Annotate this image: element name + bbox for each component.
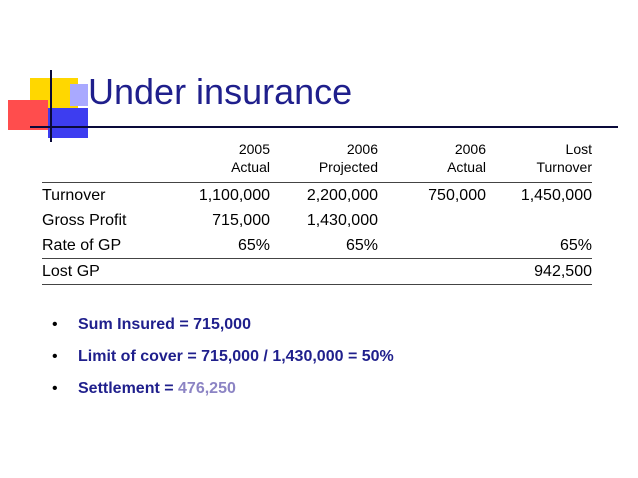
row-label: Turnover [42,183,172,209]
table-cell [270,259,378,285]
table-row-lost-gp [42,259,592,285]
table-row-rate-of-gp [42,233,592,259]
table-cell: 1,450,000 [486,183,592,209]
decorative-blue-square [48,108,88,138]
decorative-vertical-line [50,70,52,142]
header-year: Lost [565,141,592,157]
table-cell: 65% [345,237,378,254]
bullet-icon: • [52,316,58,333]
header-2005-actual [172,140,270,183]
table-cell [378,208,486,233]
table-cell: 2,200,000 [270,183,378,209]
bullet-icon: • [52,348,58,365]
table-cell: 1,430,000 [306,212,378,229]
bullet-limit-of-cover [52,348,394,380]
header-empty [42,140,172,183]
row-label: Gross Profit [42,212,127,229]
financial-table [42,140,592,285]
bullet-sum-insured [52,316,394,348]
header-2006-projected [270,140,378,183]
bullet-settlement [52,380,394,412]
header-year: 2006 [454,141,486,157]
header-lost-turnover [486,140,592,183]
table-cell [378,233,486,259]
decorative-lightblue-square [70,84,88,106]
header-year: 2006 [346,141,378,157]
table-cell: 65% [237,237,270,254]
header-type: Actual [447,159,486,175]
header-type: Actual [231,159,270,175]
bullet-icon: • [52,380,58,397]
header-type: Turnover [536,159,592,175]
table-row-turnover [42,183,592,209]
table-cell: 1,100,000 [172,183,270,209]
table-cell [172,259,270,285]
table-cell: 715,000 [212,212,270,229]
bullet-list [52,316,394,412]
slide-title: Under insurance [88,71,353,112]
table-cell [378,259,486,285]
title-underline [30,126,618,128]
header-type: Projected [318,159,378,175]
settlement-amount: 476,250 [178,380,236,397]
table-cell: 750,000 [378,183,486,209]
table-header-row [42,140,592,183]
row-label: Lost GP [42,259,172,285]
bullet-text: Limit of cover = 715,000 / 1,430,000 = 50% [78,348,394,365]
bullet-text: Sum Insured = 715,000 [78,316,251,333]
bullet-text: Settlement = [78,380,179,397]
row-label: Rate of GP [42,237,122,254]
table-cell: 942,500 [486,259,592,285]
header-year: 2005 [238,141,270,157]
table-cell: 65% [559,237,592,254]
table-cell [486,208,592,233]
header-2006-actual [378,140,486,183]
table-row-gross-profit [42,208,592,233]
